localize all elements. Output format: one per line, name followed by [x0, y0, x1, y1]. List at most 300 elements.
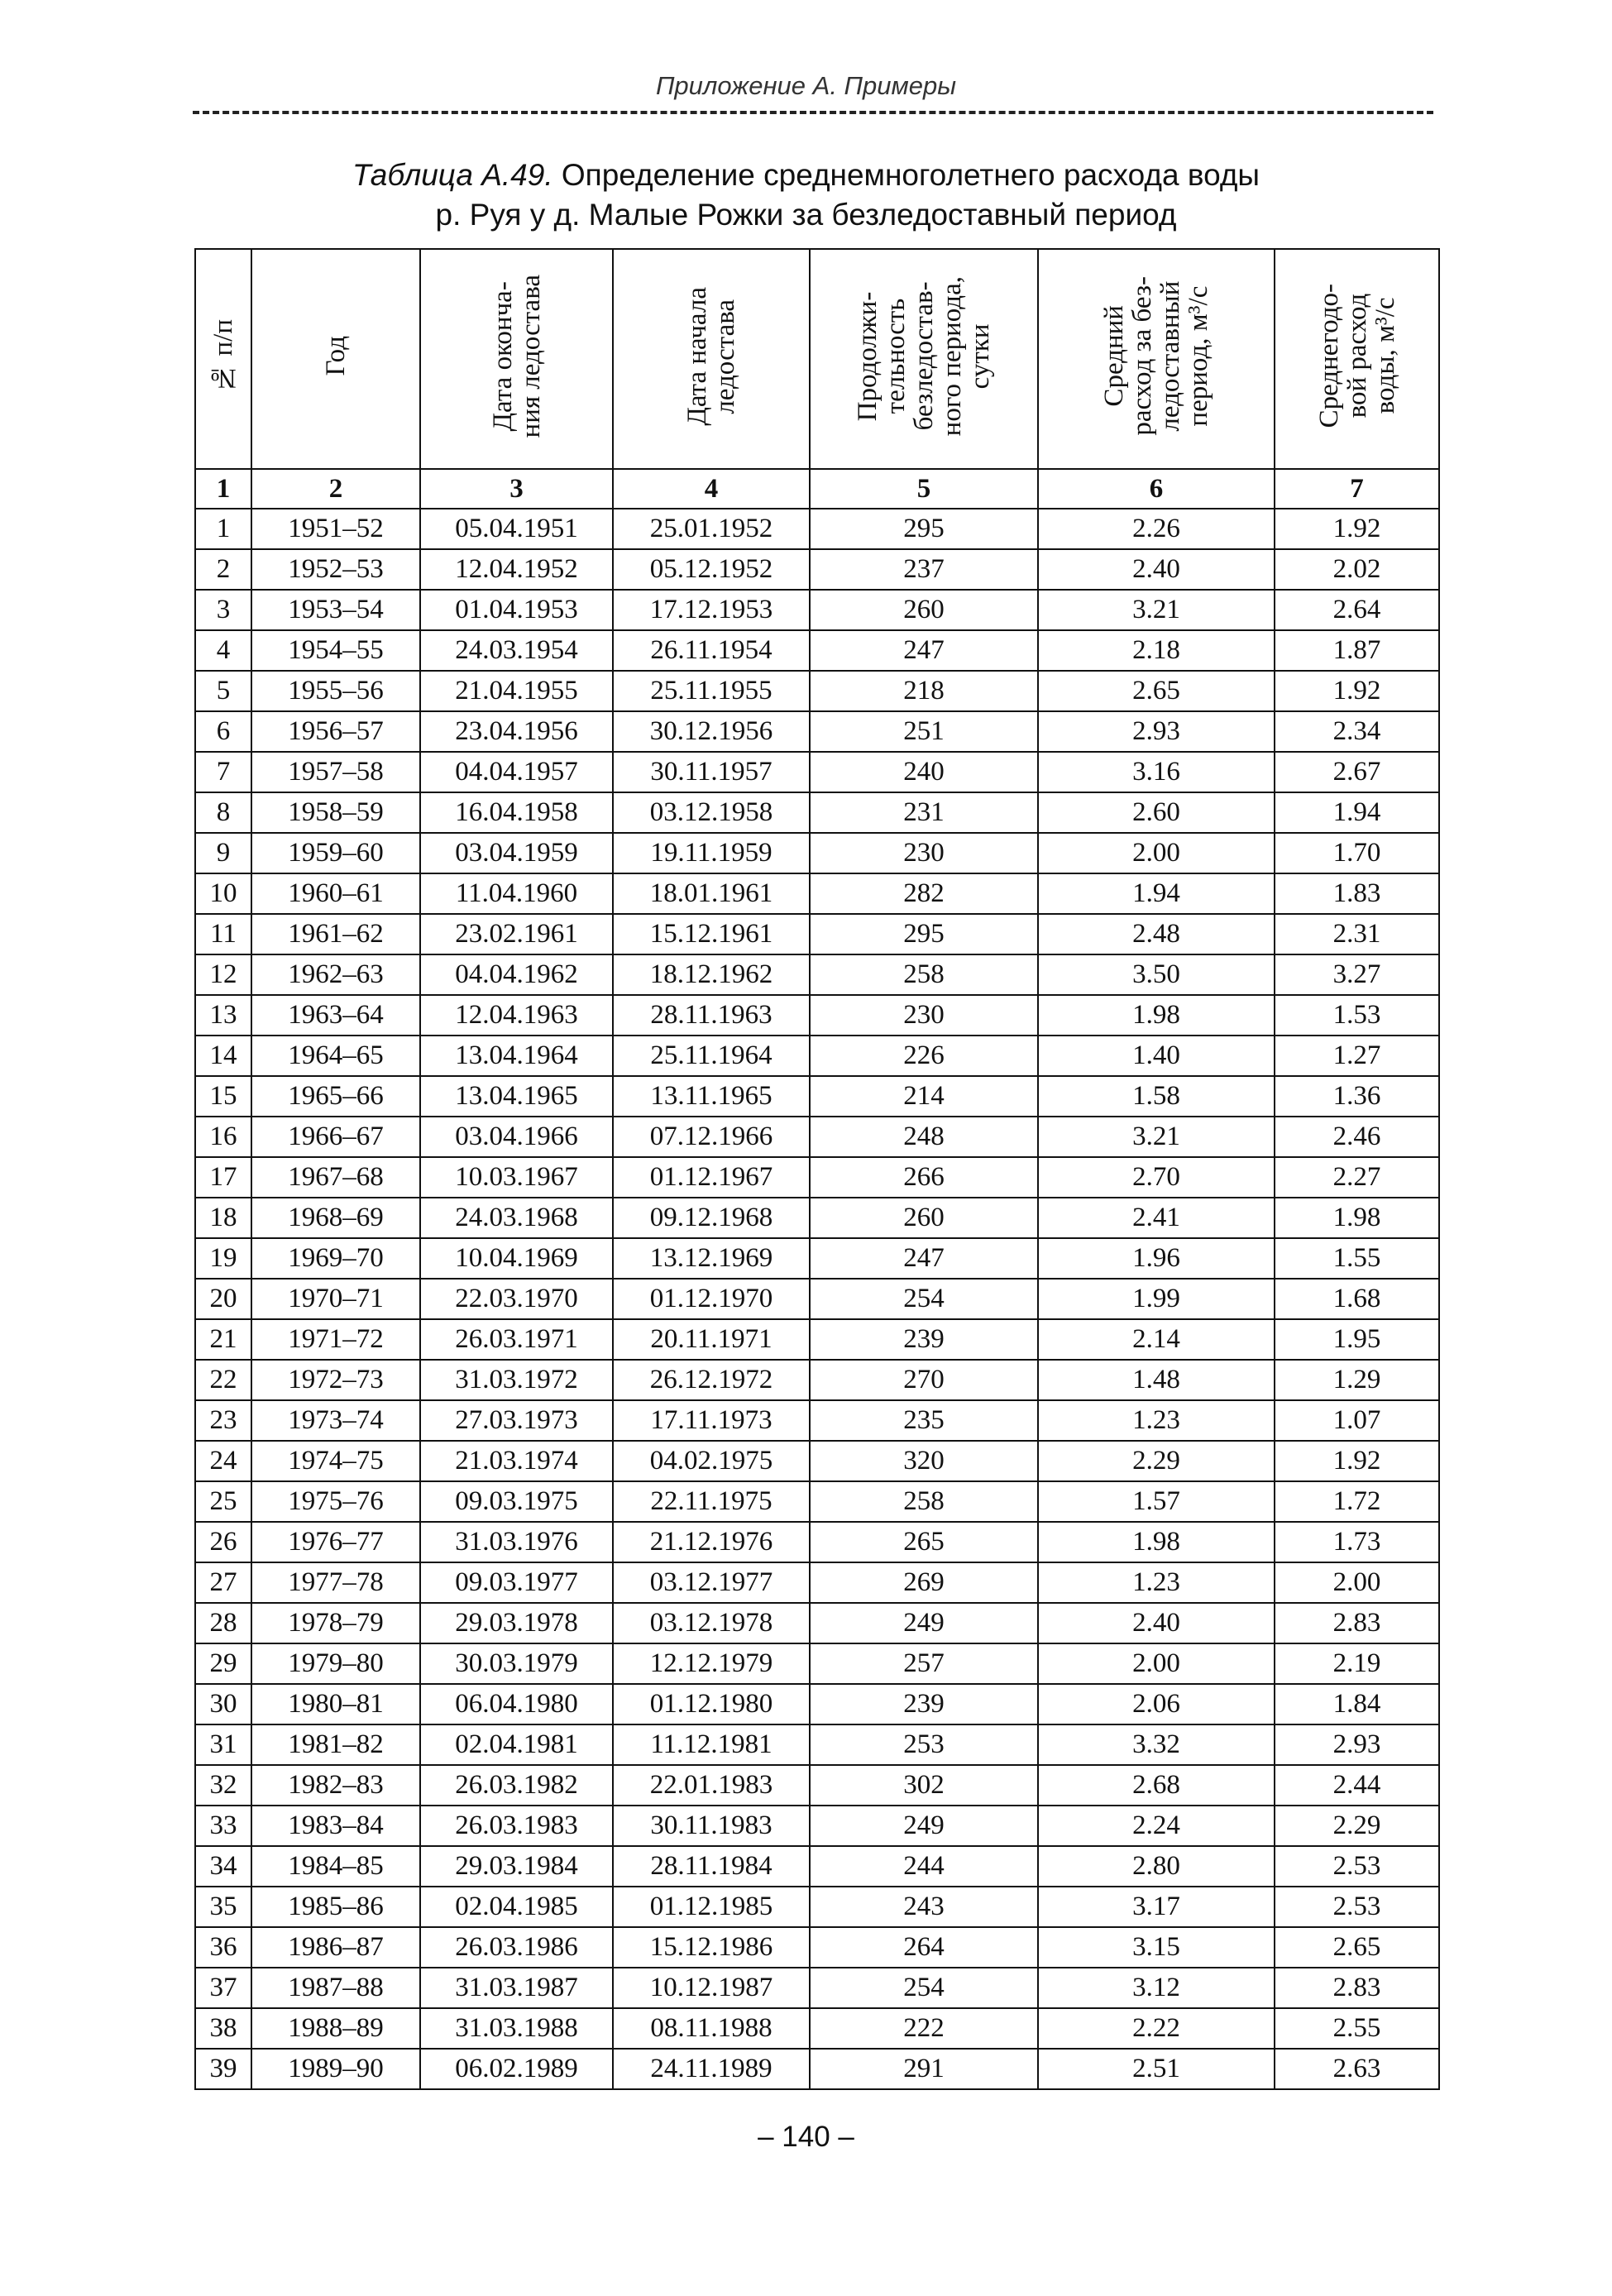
- cell-duration: 248: [810, 1117, 1038, 1157]
- cell-mean-annual-discharge: 2.29: [1275, 1806, 1439, 1846]
- cell-mean-annual-discharge: 2.34: [1275, 711, 1439, 752]
- cell-mean-annual-discharge: 2.53: [1275, 1887, 1439, 1927]
- cell-mean-ice-free-discharge: 1.40: [1038, 1036, 1275, 1076]
- cell-number: 20: [195, 1279, 251, 1319]
- column-number: 7: [1275, 469, 1439, 509]
- cell-mean-annual-discharge: 1.07: [1275, 1400, 1439, 1441]
- table-row: [195, 1927, 1439, 1968]
- cell-mean-ice-free-discharge: 2.40: [1038, 1603, 1275, 1643]
- cell-duration: 247: [810, 1238, 1038, 1279]
- cell-mean-ice-free-discharge: 2.48: [1038, 914, 1275, 954]
- table-row: [195, 954, 1439, 995]
- cell-ice-start-date: 01.12.1967: [613, 1157, 810, 1198]
- cell-mean-annual-discharge: 1.27: [1275, 1036, 1439, 1076]
- cell-number: 8: [195, 792, 251, 833]
- cell-mean-ice-free-discharge: 3.21: [1038, 590, 1275, 630]
- cell-ice-start-date: 13.12.1969: [613, 1238, 810, 1279]
- cell-mean-ice-free-discharge: 3.17: [1038, 1887, 1275, 1927]
- cell-mean-ice-free-discharge: 2.93: [1038, 711, 1275, 752]
- cell-mean-annual-discharge: 2.93: [1275, 1724, 1439, 1765]
- cell-ice-end-date: 13.04.1964: [420, 1036, 613, 1076]
- cell-year: 1954–55: [251, 630, 420, 671]
- cell-ice-start-date: 03.12.1958: [613, 792, 810, 833]
- table-row: [195, 1968, 1439, 2008]
- cell-mean-ice-free-discharge: 2.00: [1038, 1643, 1275, 1684]
- cell-mean-annual-discharge: 1.68: [1275, 1279, 1439, 1319]
- cell-mean-annual-discharge: 1.36: [1275, 1076, 1439, 1117]
- cell-mean-ice-free-discharge: 2.22: [1038, 2008, 1275, 2049]
- cell-ice-end-date: 24.03.1968: [420, 1198, 613, 1238]
- cell-year: 1962–63: [251, 954, 420, 995]
- cell-number: 3: [195, 590, 251, 630]
- page-number: – 140 –: [758, 2121, 854, 2153]
- cell-ice-end-date: 29.03.1984: [420, 1846, 613, 1887]
- cell-number: 14: [195, 1036, 251, 1076]
- table-row: [195, 509, 1439, 549]
- cell-ice-start-date: 12.12.1979: [613, 1643, 810, 1684]
- cell-ice-start-date: 26.12.1972: [613, 1360, 810, 1400]
- cell-mean-ice-free-discharge: 2.18: [1038, 630, 1275, 671]
- cell-mean-ice-free-discharge: 2.29: [1038, 1441, 1275, 1481]
- cell-ice-end-date: 10.04.1969: [420, 1238, 613, 1279]
- cell-number: 11: [195, 914, 251, 954]
- cell-duration: 253: [810, 1724, 1038, 1765]
- cell-number: 16: [195, 1117, 251, 1157]
- cell-number: 38: [195, 2008, 251, 2049]
- cell-ice-end-date: 03.04.1959: [420, 833, 613, 873]
- table-row: [195, 1643, 1439, 1684]
- cell-mean-ice-free-discharge: 1.23: [1038, 1400, 1275, 1441]
- cell-duration: 239: [810, 1319, 1038, 1360]
- table-row: [195, 1198, 1439, 1238]
- cell-mean-annual-discharge: 2.00: [1275, 1562, 1439, 1603]
- cell-year: 1987–88: [251, 1968, 420, 2008]
- cell-ice-end-date: 04.04.1957: [420, 752, 613, 792]
- cell-mean-annual-discharge: 1.83: [1275, 873, 1439, 914]
- cell-ice-start-date: 25.11.1955: [613, 671, 810, 711]
- cell-year: 1984–85: [251, 1846, 420, 1887]
- column-number: 3: [420, 469, 613, 509]
- cell-duration: 291: [810, 2049, 1038, 2089]
- cell-mean-ice-free-discharge: 2.40: [1038, 549, 1275, 590]
- cell-number: 7: [195, 752, 251, 792]
- caption-label: Таблица А.49.: [352, 158, 553, 192]
- cell-ice-end-date: 09.03.1975: [420, 1481, 613, 1522]
- cell-duration: 249: [810, 1603, 1038, 1643]
- table-row: [195, 1846, 1439, 1887]
- cell-duration: 257: [810, 1643, 1038, 1684]
- cell-number: 37: [195, 1968, 251, 2008]
- table-row: [195, 1522, 1439, 1562]
- cell-ice-end-date: 27.03.1973: [420, 1400, 613, 1441]
- cell-ice-end-date: 26.03.1971: [420, 1319, 613, 1360]
- cell-mean-annual-discharge: 2.46: [1275, 1117, 1439, 1157]
- cell-ice-end-date: 04.04.1962: [420, 954, 613, 995]
- cell-mean-annual-discharge: 2.02: [1275, 549, 1439, 590]
- column-header-number: № п/п: [195, 249, 251, 469]
- cell-number: 19: [195, 1238, 251, 1279]
- cell-number: 31: [195, 1724, 251, 1765]
- cell-year: 1963–64: [251, 995, 420, 1036]
- cell-ice-end-date: 05.04.1951: [420, 509, 613, 549]
- cell-ice-start-date: 28.11.1984: [613, 1846, 810, 1887]
- cell-year: 1973–74: [251, 1400, 420, 1441]
- cell-mean-annual-discharge: 2.31: [1275, 914, 1439, 954]
- cell-mean-ice-free-discharge: 1.48: [1038, 1360, 1275, 1400]
- cell-duration: 269: [810, 1562, 1038, 1603]
- table-row: [195, 1684, 1439, 1724]
- table-row: [195, 1441, 1439, 1481]
- cell-duration: 240: [810, 752, 1038, 792]
- header-row: [195, 249, 1439, 469]
- table-row: [195, 671, 1439, 711]
- cell-year: 1983–84: [251, 1806, 420, 1846]
- cell-ice-end-date: 26.03.1986: [420, 1927, 613, 1968]
- cell-duration: 254: [810, 1968, 1038, 2008]
- cell-year: 1965–66: [251, 1076, 420, 1117]
- table-row: [195, 1157, 1439, 1198]
- cell-year: 1974–75: [251, 1441, 420, 1481]
- cell-ice-start-date: 25.11.1964: [613, 1036, 810, 1076]
- table-row: [195, 1238, 1439, 1279]
- caption-title-line-2: р. Руя у д. Малые Рожки за безледоставный период: [435, 198, 1177, 232]
- cell-mean-ice-free-discharge: 2.26: [1038, 509, 1275, 549]
- cell-mean-annual-discharge: 1.92: [1275, 509, 1439, 549]
- cell-ice-end-date: 22.03.1970: [420, 1279, 613, 1319]
- cell-mean-annual-discharge: 2.55: [1275, 2008, 1439, 2049]
- cell-duration: 266: [810, 1157, 1038, 1198]
- cell-duration: 260: [810, 590, 1038, 630]
- table-row: [195, 792, 1439, 833]
- table-row: [195, 2049, 1439, 2089]
- cell-duration: 265: [810, 1522, 1038, 1562]
- discharge-table: [194, 248, 1440, 2090]
- cell-ice-end-date: 23.02.1961: [420, 914, 613, 954]
- cell-mean-annual-discharge: 2.67: [1275, 752, 1439, 792]
- cell-mean-ice-free-discharge: 2.70: [1038, 1157, 1275, 1198]
- cell-duration: 244: [810, 1846, 1038, 1887]
- table-row: [195, 1603, 1439, 1643]
- cell-ice-end-date: 06.02.1989: [420, 2049, 613, 2089]
- cell-ice-end-date: 21.04.1955: [420, 671, 613, 711]
- cell-year: 1985–86: [251, 1887, 420, 1927]
- cell-ice-end-date: 02.04.1981: [420, 1724, 613, 1765]
- cell-mean-ice-free-discharge: 2.60: [1038, 792, 1275, 833]
- cell-number: 23: [195, 1400, 251, 1441]
- cell-mean-ice-free-discharge: 3.32: [1038, 1724, 1275, 1765]
- table-body: [195, 509, 1439, 2089]
- table-row: [195, 995, 1439, 1036]
- header-divider: [193, 111, 1433, 114]
- cell-year: 1986–87: [251, 1927, 420, 1968]
- cell-ice-start-date: 09.12.1968: [613, 1198, 810, 1238]
- cell-ice-start-date: 18.12.1962: [613, 954, 810, 995]
- cell-ice-start-date: 24.11.1989: [613, 2049, 810, 2089]
- table-row: [195, 1319, 1439, 1360]
- cell-year: 1972–73: [251, 1360, 420, 1400]
- cell-mean-ice-free-discharge: 1.94: [1038, 873, 1275, 914]
- cell-year: 1951–52: [251, 509, 420, 549]
- cell-ice-start-date: 25.01.1952: [613, 509, 810, 549]
- cell-ice-start-date: 18.01.1961: [613, 873, 810, 914]
- cell-ice-start-date: 30.11.1957: [613, 752, 810, 792]
- cell-mean-annual-discharge: 1.98: [1275, 1198, 1439, 1238]
- table-row: [195, 1806, 1439, 1846]
- cell-mean-ice-free-discharge: 3.15: [1038, 1927, 1275, 1968]
- column-number: 6: [1038, 469, 1275, 509]
- cell-ice-start-date: 28.11.1963: [613, 995, 810, 1036]
- cell-mean-annual-discharge: 1.72: [1275, 1481, 1439, 1522]
- table-row: [195, 1887, 1439, 1927]
- cell-mean-ice-free-discharge: 2.06: [1038, 1684, 1275, 1724]
- cell-mean-ice-free-discharge: 1.57: [1038, 1481, 1275, 1522]
- cell-duration: 237: [810, 549, 1038, 590]
- cell-mean-ice-free-discharge: 1.58: [1038, 1076, 1275, 1117]
- cell-number: 35: [195, 1887, 251, 1927]
- cell-mean-annual-discharge: 2.19: [1275, 1643, 1439, 1684]
- cell-ice-end-date: 29.03.1978: [420, 1603, 613, 1643]
- table-row: [195, 1562, 1439, 1603]
- cell-number: 29: [195, 1643, 251, 1684]
- cell-duration: 254: [810, 1279, 1038, 1319]
- cell-duration: 295: [810, 509, 1038, 549]
- cell-ice-end-date: 13.04.1965: [420, 1076, 613, 1117]
- cell-number: 5: [195, 671, 251, 711]
- cell-ice-end-date: 09.03.1977: [420, 1562, 613, 1603]
- cell-ice-start-date: 26.11.1954: [613, 630, 810, 671]
- cell-number: 22: [195, 1360, 251, 1400]
- cell-mean-ice-free-discharge: 2.00: [1038, 833, 1275, 873]
- cell-number: 18: [195, 1198, 251, 1238]
- cell-number: 4: [195, 630, 251, 671]
- cell-year: 1966–67: [251, 1117, 420, 1157]
- cell-duration: 264: [810, 1927, 1038, 1968]
- cell-ice-end-date: 31.03.1972: [420, 1360, 613, 1400]
- cell-mean-ice-free-discharge: 1.96: [1038, 1238, 1275, 1279]
- cell-number: 15: [195, 1076, 251, 1117]
- cell-mean-ice-free-discharge: 2.80: [1038, 1846, 1275, 1887]
- cell-ice-start-date: 07.12.1966: [613, 1117, 810, 1157]
- cell-number: 6: [195, 711, 251, 752]
- column-number: 4: [613, 469, 810, 509]
- cell-ice-start-date: 20.11.1971: [613, 1319, 810, 1360]
- cell-ice-start-date: 30.12.1956: [613, 711, 810, 752]
- cell-mean-ice-free-discharge: 2.14: [1038, 1319, 1275, 1360]
- cell-year: 1953–54: [251, 590, 420, 630]
- cell-mean-ice-free-discharge: 2.68: [1038, 1765, 1275, 1806]
- table-row: [195, 1279, 1439, 1319]
- cell-duration: 282: [810, 873, 1038, 914]
- cell-ice-end-date: 31.03.1987: [420, 1968, 613, 2008]
- cell-ice-start-date: 01.12.1970: [613, 1279, 810, 1319]
- column-header-year: Год: [251, 249, 420, 469]
- cell-number: 30: [195, 1684, 251, 1724]
- cell-ice-start-date: 22.11.1975: [613, 1481, 810, 1522]
- cell-ice-end-date: 12.04.1952: [420, 549, 613, 590]
- cell-mean-ice-free-discharge: 3.21: [1038, 1117, 1275, 1157]
- cell-mean-annual-discharge: 1.53: [1275, 995, 1439, 1036]
- cell-ice-end-date: 23.04.1956: [420, 711, 613, 752]
- cell-mean-ice-free-discharge: 1.99: [1038, 1279, 1275, 1319]
- cell-duration: 231: [810, 792, 1038, 833]
- cell-year: 1989–90: [251, 2049, 420, 2089]
- cell-number: 10: [195, 873, 251, 914]
- cell-ice-start-date: 03.12.1977: [613, 1562, 810, 1603]
- cell-number: 24: [195, 1441, 251, 1481]
- cell-number: 12: [195, 954, 251, 995]
- cell-number: 25: [195, 1481, 251, 1522]
- table-row: [195, 711, 1439, 752]
- cell-duration: 320: [810, 1441, 1038, 1481]
- cell-mean-annual-discharge: 2.83: [1275, 1603, 1439, 1643]
- cell-ice-start-date: 03.12.1978: [613, 1603, 810, 1643]
- cell-ice-start-date: 05.12.1952: [613, 549, 810, 590]
- cell-duration: 258: [810, 954, 1038, 995]
- cell-ice-start-date: 30.11.1983: [613, 1806, 810, 1846]
- cell-year: 1964–65: [251, 1036, 420, 1076]
- table-row: [195, 1076, 1439, 1117]
- cell-year: 1959–60: [251, 833, 420, 873]
- cell-mean-ice-free-discharge: 2.51: [1038, 2049, 1275, 2089]
- table-row: [195, 833, 1439, 873]
- cell-mean-annual-discharge: 1.92: [1275, 1441, 1439, 1481]
- table-row: [195, 1481, 1439, 1522]
- cell-ice-end-date: 31.03.1988: [420, 2008, 613, 2049]
- cell-year: 1979–80: [251, 1643, 420, 1684]
- cell-year: 1982–83: [251, 1765, 420, 1806]
- cell-number: 26: [195, 1522, 251, 1562]
- cell-mean-annual-discharge: 2.53: [1275, 1846, 1439, 1887]
- cell-mean-annual-discharge: 1.70: [1275, 833, 1439, 873]
- cell-duration: 258: [810, 1481, 1038, 1522]
- cell-number: 27: [195, 1562, 251, 1603]
- cell-ice-start-date: 10.12.1987: [613, 1968, 810, 2008]
- cell-number: 1: [195, 509, 251, 549]
- cell-number: 36: [195, 1927, 251, 1968]
- column-number: 5: [810, 469, 1038, 509]
- cell-duration: 218: [810, 671, 1038, 711]
- cell-ice-start-date: 21.12.1976: [613, 1522, 810, 1562]
- cell-ice-start-date: 19.11.1959: [613, 833, 810, 873]
- cell-mean-annual-discharge: 2.63: [1275, 2049, 1439, 2089]
- cell-year: 1977–78: [251, 1562, 420, 1603]
- cell-ice-start-date: 11.12.1981: [613, 1724, 810, 1765]
- cell-number: 17: [195, 1157, 251, 1198]
- cell-mean-ice-free-discharge: 3.50: [1038, 954, 1275, 995]
- cell-year: 1981–82: [251, 1724, 420, 1765]
- table-row: [195, 1036, 1439, 1076]
- cell-duration: 251: [810, 711, 1038, 752]
- cell-mean-annual-discharge: 1.95: [1275, 1319, 1439, 1360]
- column-header-ice-end-date: Дата оконча- ния ледостава: [420, 249, 613, 469]
- table-row: [195, 630, 1439, 671]
- cell-duration: 239: [810, 1684, 1038, 1724]
- cell-ice-start-date: 15.12.1986: [613, 1927, 810, 1968]
- cell-duration: 214: [810, 1076, 1038, 1117]
- cell-duration: 226: [810, 1036, 1038, 1076]
- cell-duration: 243: [810, 1887, 1038, 1927]
- running-header: Приложение А. Примеры: [655, 71, 957, 100]
- cell-mean-annual-discharge: 1.87: [1275, 630, 1439, 671]
- table-row: [195, 590, 1439, 630]
- cell-ice-start-date: 01.12.1985: [613, 1887, 810, 1927]
- cell-duration: 249: [810, 1806, 1038, 1846]
- cell-year: 1960–61: [251, 873, 420, 914]
- cell-duration: 230: [810, 995, 1038, 1036]
- cell-ice-end-date: 21.03.1974: [420, 1441, 613, 1481]
- cell-mean-ice-free-discharge: 2.65: [1038, 671, 1275, 711]
- cell-duration: 260: [810, 1198, 1038, 1238]
- cell-mean-ice-free-discharge: 1.23: [1038, 1562, 1275, 1603]
- cell-mean-annual-discharge: 1.55: [1275, 1238, 1439, 1279]
- cell-mean-annual-discharge: 2.65: [1275, 1927, 1439, 1968]
- cell-ice-start-date: 08.11.1988: [613, 2008, 810, 2049]
- cell-number: 39: [195, 2049, 251, 2089]
- cell-mean-annual-discharge: 1.84: [1275, 1684, 1439, 1724]
- cell-ice-start-date: 15.12.1961: [613, 914, 810, 954]
- cell-ice-end-date: 03.04.1966: [420, 1117, 613, 1157]
- cell-year: 1967–68: [251, 1157, 420, 1198]
- cell-ice-end-date: 24.03.1954: [420, 630, 613, 671]
- table-row: [195, 1117, 1439, 1157]
- cell-ice-start-date: 17.12.1953: [613, 590, 810, 630]
- cell-year: 1958–59: [251, 792, 420, 833]
- cell-number: 34: [195, 1846, 251, 1887]
- cell-year: 1970–71: [251, 1279, 420, 1319]
- cell-mean-annual-discharge: 2.64: [1275, 590, 1439, 630]
- cell-mean-ice-free-discharge: 2.24: [1038, 1806, 1275, 1846]
- column-number: 1: [195, 469, 251, 509]
- cell-ice-start-date: 13.11.1965: [613, 1076, 810, 1117]
- cell-number: 33: [195, 1806, 251, 1846]
- cell-ice-end-date: 26.03.1983: [420, 1806, 613, 1846]
- cell-duration: 222: [810, 2008, 1038, 2049]
- column-header-mean-annual-discharge: Среднегодо- вой расход воды, м³/с: [1275, 249, 1439, 469]
- table-row: [195, 752, 1439, 792]
- cell-year: 1968–69: [251, 1198, 420, 1238]
- cell-number: 13: [195, 995, 251, 1036]
- cell-duration: 230: [810, 833, 1038, 873]
- table-row: [195, 1765, 1439, 1806]
- cell-mean-annual-discharge: 1.73: [1275, 1522, 1439, 1562]
- table-row: [195, 1400, 1439, 1441]
- cell-ice-end-date: 02.04.1985: [420, 1887, 613, 1927]
- cell-duration: 247: [810, 630, 1038, 671]
- cell-ice-start-date: 22.01.1983: [613, 1765, 810, 1806]
- column-header-ice-start-date: Дата начала ледостава: [613, 249, 810, 469]
- cell-year: 1957–58: [251, 752, 420, 792]
- cell-number: 32: [195, 1765, 251, 1806]
- cell-ice-start-date: 04.02.1975: [613, 1441, 810, 1481]
- cell-year: 1976–77: [251, 1522, 420, 1562]
- cell-duration: 302: [810, 1765, 1038, 1806]
- cell-year: 1978–79: [251, 1603, 420, 1643]
- cell-ice-end-date: 30.03.1979: [420, 1643, 613, 1684]
- cell-number: 28: [195, 1603, 251, 1643]
- cell-ice-end-date: 01.04.1953: [420, 590, 613, 630]
- column-header-mean-ice-free-discharge: Средний расход за без- ледоставный период, м³/с: [1038, 249, 1275, 469]
- cell-ice-start-date: 01.12.1980: [613, 1684, 810, 1724]
- cell-ice-start-date: 17.11.1973: [613, 1400, 810, 1441]
- cell-duration: 235: [810, 1400, 1038, 1441]
- cell-ice-end-date: 31.03.1976: [420, 1522, 613, 1562]
- cell-mean-annual-discharge: 1.92: [1275, 671, 1439, 711]
- cell-number: 9: [195, 833, 251, 873]
- table-row: [195, 2008, 1439, 2049]
- table-row: [195, 549, 1439, 590]
- cell-mean-annual-discharge: 3.27: [1275, 954, 1439, 995]
- cell-ice-end-date: 12.04.1963: [420, 995, 613, 1036]
